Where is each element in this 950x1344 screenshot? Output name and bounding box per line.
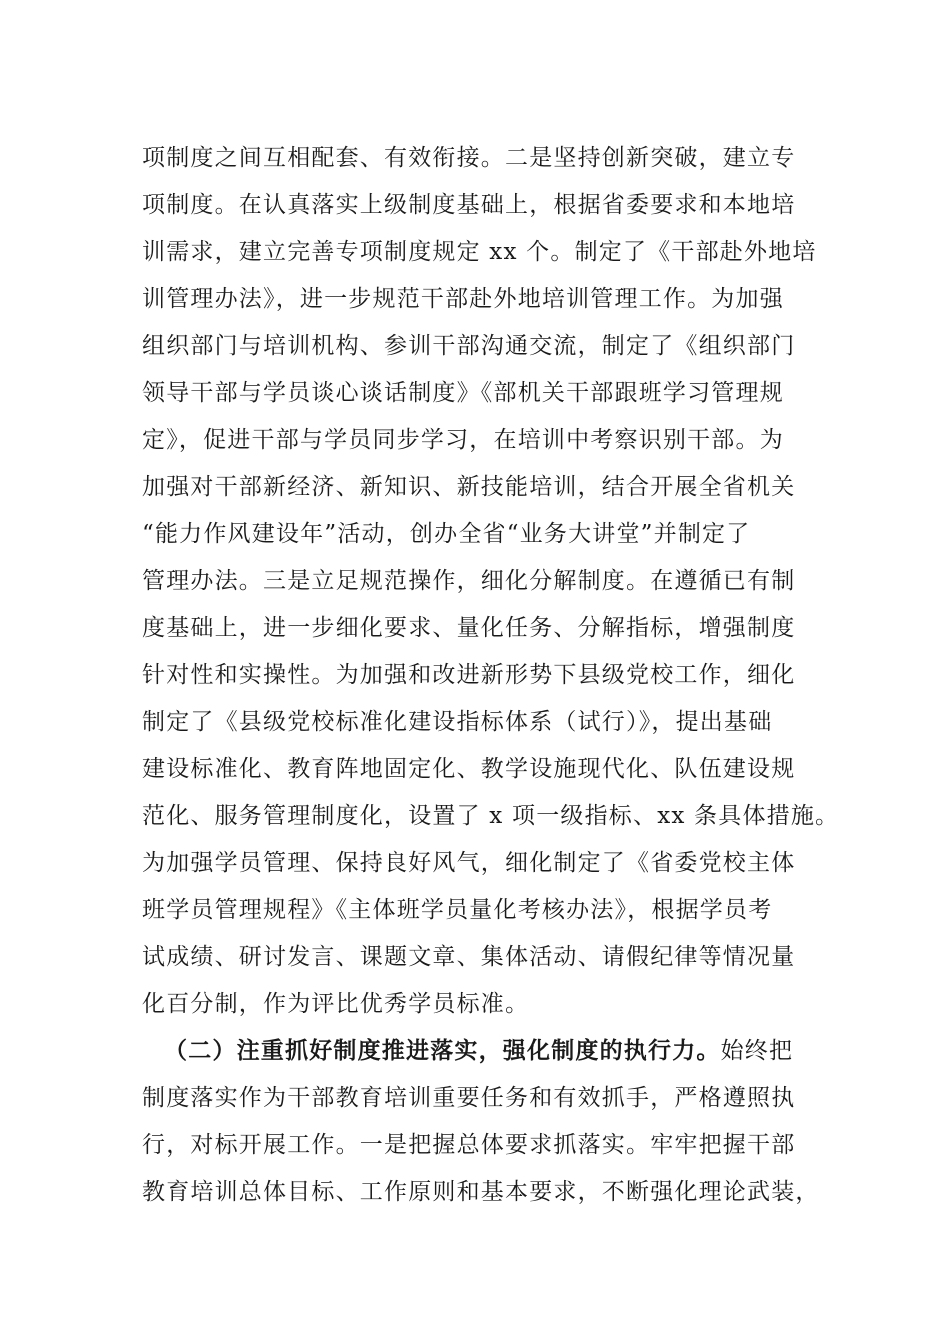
text-line: 度基础上，进一步细化要求、量化任务、分解指标，增强制度 [142,615,796,641]
text-line: 加强对干部新经济、新知识、新技能培训，结合开展全省机关 [142,474,796,500]
text-line: 化百分制，作为评比优秀学员标准。 [142,991,530,1017]
text-line: 领导干部与学员谈心谈话制度》《部机关干部跟班学习管理规 [142,380,784,406]
text-line: 行，对标开展工作。一是把握总体要求抓落实。牢牢把握干部 [142,1132,796,1158]
text-line: “能力作风建设年”活动，创办全省“业务大讲堂”并制定了 [142,521,751,547]
text-line: 项制度。在认真落实上级制度基础上，根据省委要求和本地培 [142,192,796,218]
text-line: 制度落实作为干部教育培训重要任务和有效抓手，严格遵照执 [142,1085,796,1111]
text-line: 定》，促进干部与学员同步学习，在培训中考察识别干部。为 [142,427,784,453]
text-line: 为加强学员管理、保持良好风气，细化制定了《省委党校主体 [142,850,796,876]
text-line: 试成绩、研讨发言、课题文章、集体活动、请假纪律等情况量 [142,944,796,970]
text-line: 范化、服务管理制度化，设置了 x 项一级指标、xx 条具体措施。 [142,803,840,829]
text-line: 管理办法。三是立足规范操作，细化分解制度。在遵循已有制 [142,568,796,594]
text-line: 针对性和实操性。为加强和改进新形势下县级党校工作，细化 [142,662,796,688]
text-line: 教育培训总体目标、工作原则和基本要求，不断强化理论武装， [142,1179,820,1205]
text-line: 制定了《县级党校标准化建设指标体系（试行）》，提出基础 [142,709,773,735]
text-line: 建设标准化、教育阵地固定化、教学设施现代化、队伍建设规 [142,756,796,782]
section-heading-rest: 始终把 [720,1038,794,1064]
section-heading: （二）注重抓好制度推进落实，强化制度的执行力。 [164,1037,721,1064]
text-line: 组织部门与培训机构、参训干部沟通交流，制定了《组织部门 [142,333,796,359]
text-line: 项制度之间互相配套、有效衔接。二是坚持创新突破，建立专 [142,145,796,171]
text-line: 训管理办法》，进一步规范干部赴外地培训管理工作。为加强 [142,286,784,312]
section-heading-line [164,1036,864,1066]
text-line: 训需求，建立完善专项制度规定 xx 个。制定了《干部赴外地培 [142,239,817,265]
text-line: 班学员管理规程》《主体班学员量化考核办法》，根据学员考 [142,897,773,923]
